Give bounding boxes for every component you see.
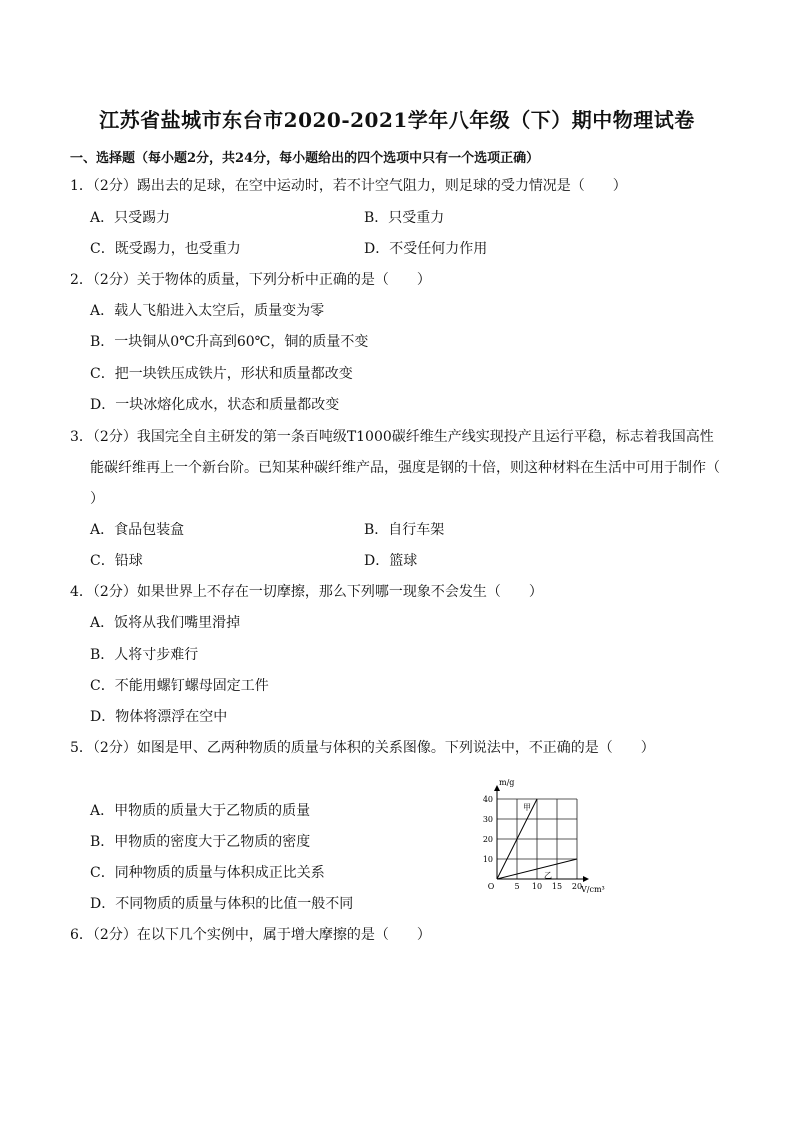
question-3-line-2: 能碳纤维再上一个新台阶。已知某种碳纤维产品，强度是钢的十倍，则这种材料在生活中可用于制作（	[90, 460, 720, 476]
q1-option-a: A．只受踢力	[90, 210, 171, 226]
y-tick-label: 20	[482, 835, 493, 844]
y-axis-label: m/g	[499, 778, 515, 787]
question-4: 4．（2分）如果世界上不存在一切摩擦，那么下列哪一现象不会发生（ ）	[70, 584, 543, 600]
x-tick-label: 10	[531, 882, 543, 891]
series-label-1: 甲	[523, 803, 531, 812]
mass-volume-chart	[470, 768, 620, 896]
page-title: 江苏省盐城市东台市2020-2021学年八年级（下）期中物理试卷	[99, 108, 695, 132]
y-tick-label: 40	[482, 795, 493, 804]
q4-option-c: C．不能用螺钉螺母固定工件	[90, 678, 269, 694]
q2-option-c: C．把一块铁压成铁片，形状和质量都改变	[90, 366, 353, 382]
q4-option-a: A．饭将从我们嘴里滑掉	[90, 615, 241, 631]
q5-option-a: A．甲物质的质量大于乙物质的质量	[90, 803, 311, 819]
x-axis-label: V/cm³	[581, 885, 605, 894]
q5-option-d: D．不同物质的质量与体积的比值一般不同	[90, 896, 354, 912]
q4-option-d: D．物体将漂浮在空中	[90, 709, 228, 725]
q5-option-b: B．甲物质的密度大于乙物质的密度	[90, 834, 311, 850]
origin-label: O	[487, 882, 495, 891]
x-tick-label: 5	[514, 882, 520, 891]
y-tick-label: 10	[482, 855, 493, 864]
series-label-2: 乙	[544, 871, 552, 880]
question-5: 5．（2分）如图是甲、乙两种物质的质量与体积的关系图像。下列说法中，不正确的是（ ）	[70, 740, 655, 756]
q2-option-b: B．一块铜从0℃升高到60℃，铜的质量不变	[90, 334, 369, 350]
q1-option-c: C．既受踢力，也受重力	[90, 241, 241, 257]
q3-option-d: D．篮球	[364, 553, 418, 569]
question-1: 1．（2分）踢出去的足球，在空中运动时，若不计空气阻力，则足球的受力情况是（ ）	[70, 178, 627, 194]
question-6: 6．（2分）在以下几个实例中，属于增大摩擦的是（ ）	[70, 927, 431, 943]
y-tick-label: 30	[482, 815, 493, 824]
x-axis-arrow	[583, 876, 589, 882]
q3-option-a: A．食品包装盒	[90, 522, 185, 538]
question-3-line-3: ）	[90, 491, 104, 507]
q2-option-d: D．一块冰熔化成水，状态和质量都改变	[90, 397, 340, 413]
x-tick-label: 20	[571, 882, 583, 891]
q1-option-d: D．不受任何力作用	[364, 241, 488, 257]
question-2: 2．（2分）关于物体的质量，下列分析中正确的是（ ）	[70, 272, 431, 288]
q2-option-a: A．载人飞船进入太空后，质量变为零	[90, 303, 325, 319]
question-3-line-1: 3．（2分）我国完全自主研发的第一条百吨级T1000碳纤维生产线实现投产且运行平稳，标志着我国高性	[70, 429, 714, 445]
q3-option-b: B．自行车架	[364, 522, 445, 538]
q3-option-c: C．铅球	[90, 553, 143, 569]
q5-option-c: C．同种物质的质量与体积成正比关系	[90, 865, 325, 881]
q4-option-b: B．人将寸步难行	[90, 647, 199, 663]
x-tick-label: 15	[551, 882, 563, 891]
section-heading: 一、选择题（每小题2分，共24分，每小题给出的四个选项中只有一个选项正确）	[70, 151, 540, 166]
q1-option-b: B．只受重力	[364, 210, 445, 226]
